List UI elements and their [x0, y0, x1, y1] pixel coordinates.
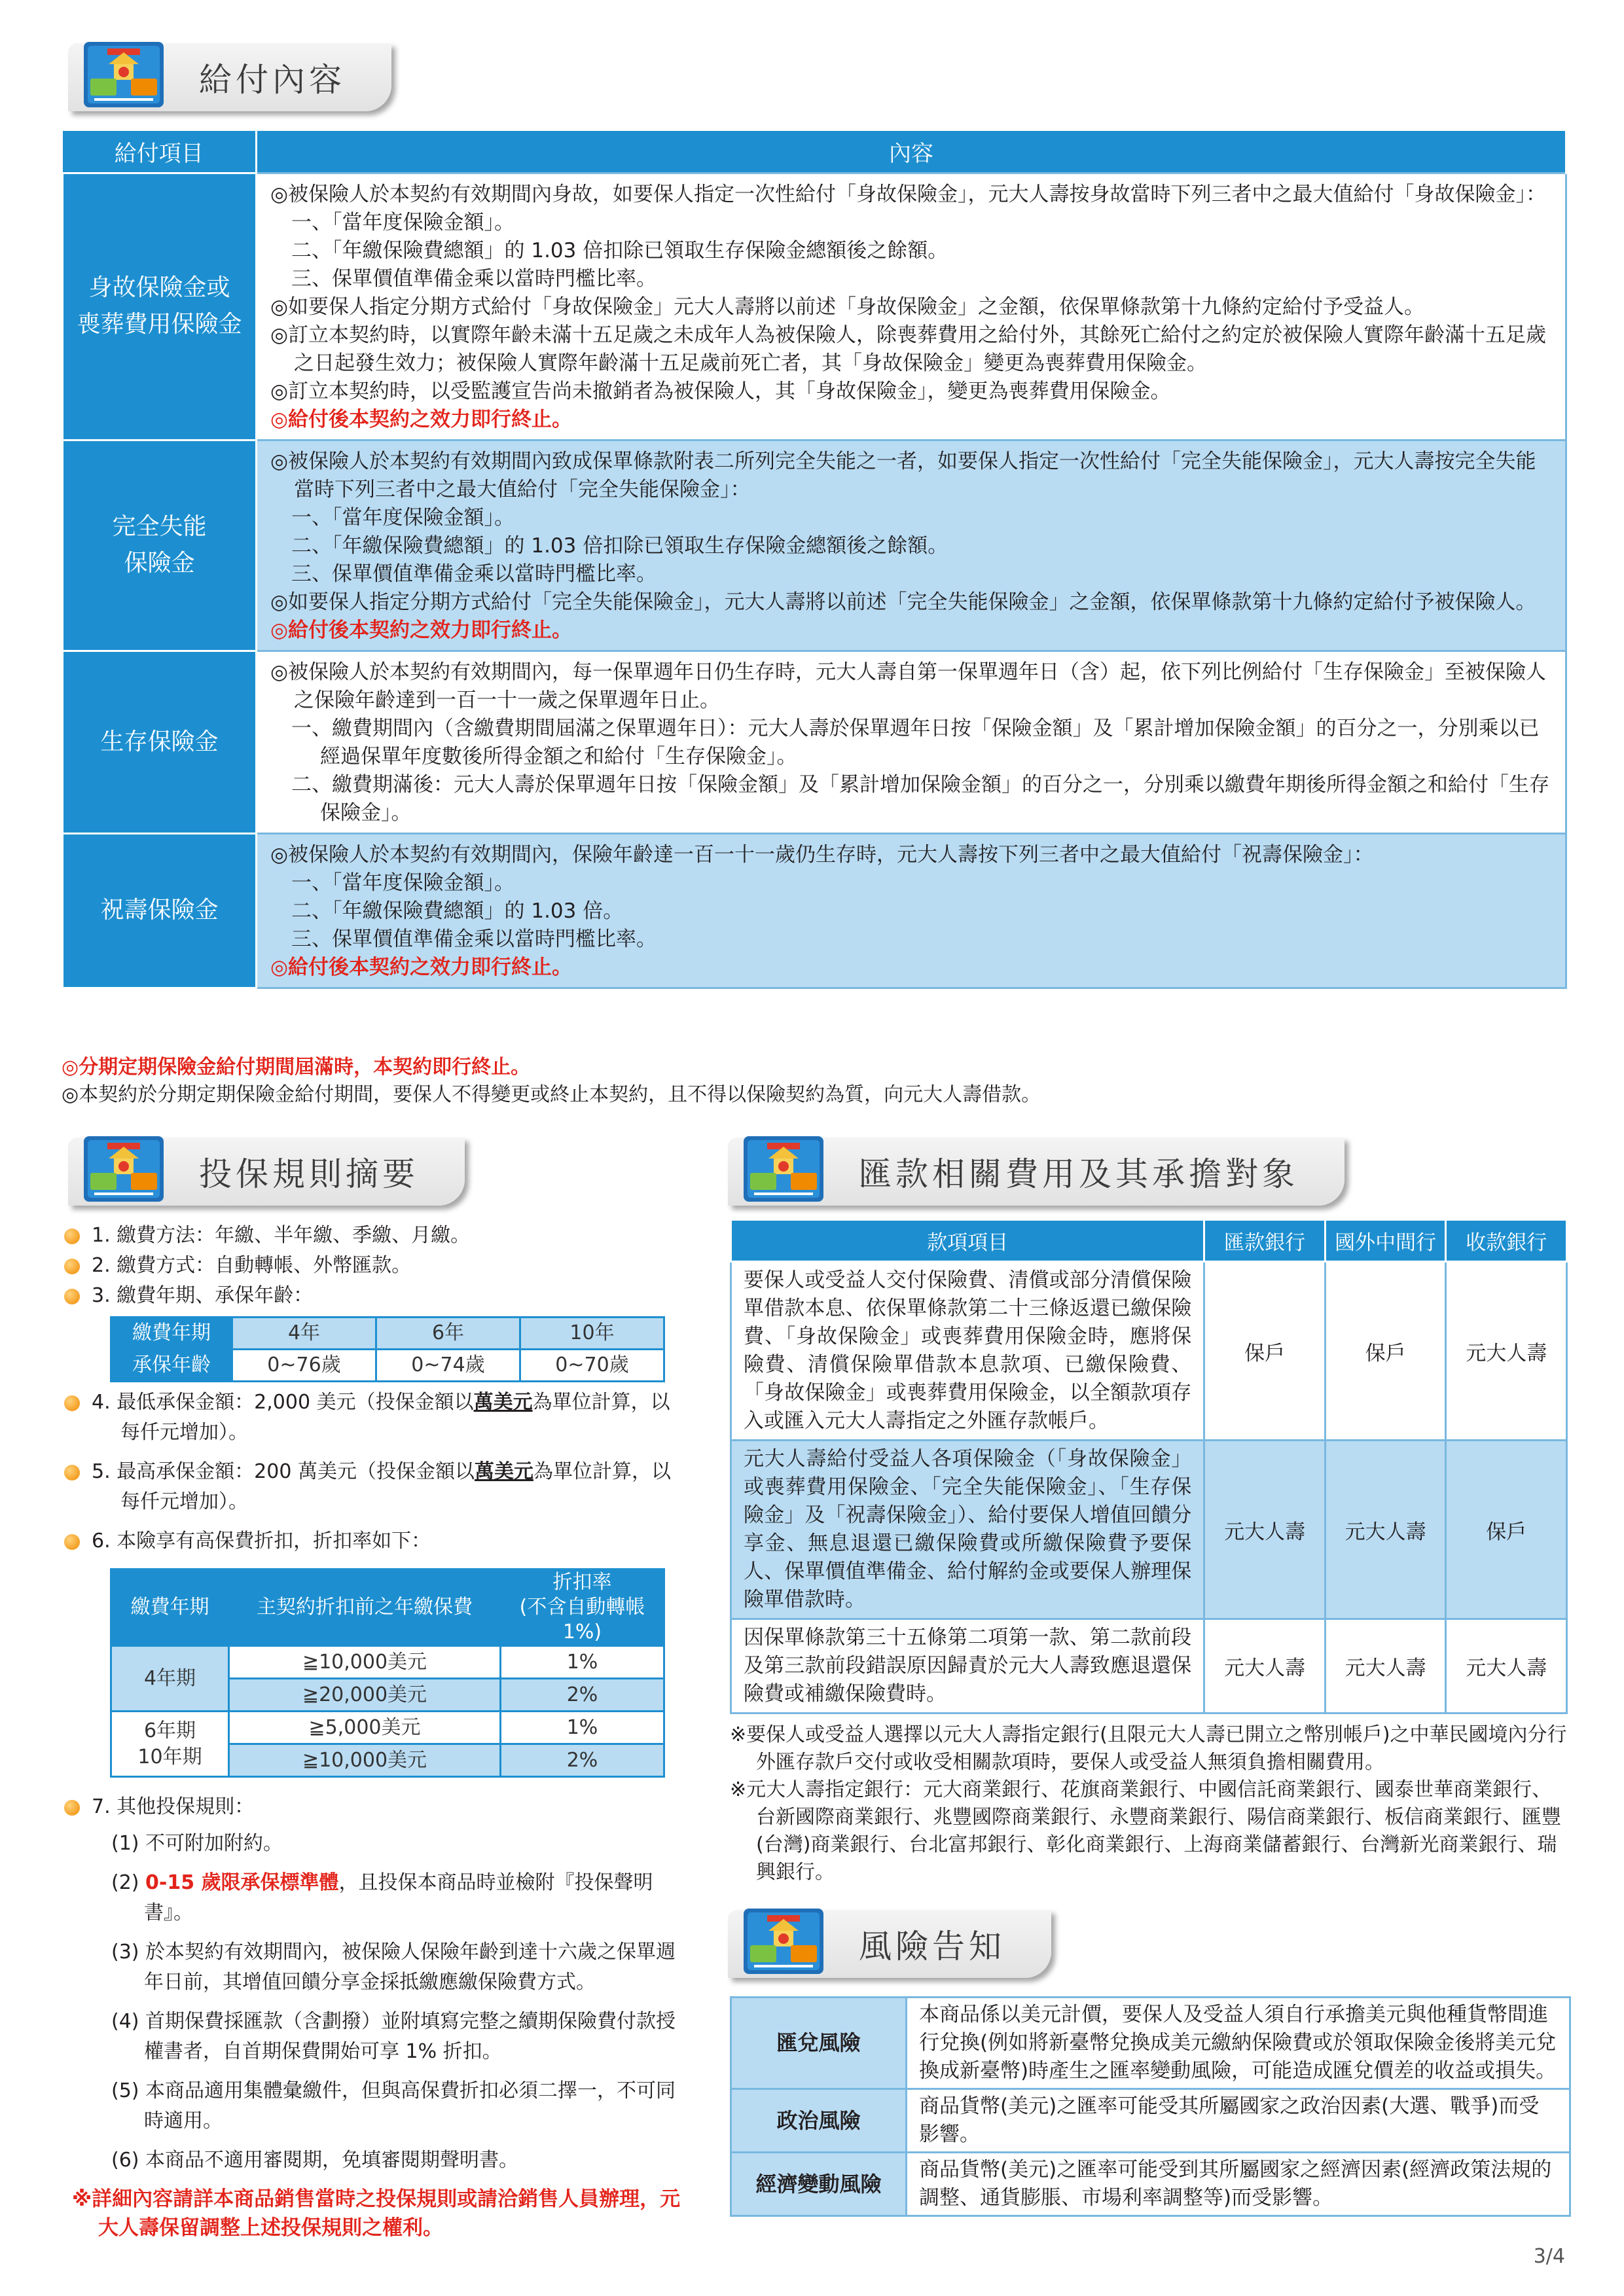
benefit-content-line: ◎給付後本契約之效力即行終止。	[270, 407, 573, 431]
age-table-term: 10年	[520, 1318, 664, 1350]
section-header-risk	[728, 1905, 1051, 1983]
risk-row	[731, 1998, 1570, 2089]
fee-bearer: 元大人壽	[1325, 1619, 1446, 1713]
benefit-content-line: 一、「當年度保險金額」。	[291, 870, 514, 895]
fee-bearer: 元大人壽	[1325, 1441, 1446, 1619]
age-table-term: 6年	[376, 1318, 520, 1350]
fee-header-receive-bank: 收款銀行	[1446, 1220, 1567, 1262]
fee-table	[730, 1219, 1568, 1714]
rule-payment-way: 2. 繳費方式：自動轉帳、外幣匯款。	[79, 1251, 687, 1281]
other-rule-6: (6) 本商品不適用審閱期，免填審閱期聲明書。	[111, 2149, 519, 2172]
age-table-head-term: 繳費年期	[111, 1318, 232, 1350]
discount-table	[110, 1568, 665, 1778]
section-header-rules	[68, 1132, 465, 1211]
risk-row	[731, 2153, 1570, 2216]
fee-bearer: 保戶	[1204, 1262, 1326, 1441]
benefit-content-line: ◎給付後本契約之效力即行終止。	[270, 618, 573, 642]
age-table-age: 0~76歲	[232, 1350, 376, 1382]
benefit-row	[63, 833, 1566, 988]
benefit-content-line: ◎被保險人於本契約有效期間內身故，如要保人指定一次性給付「身故保險金」，元大人壽按身故當時下列三者中之最大值給付「身故保險金」：	[270, 182, 1547, 206]
yuanta-logo-icon	[75, 1132, 173, 1211]
fee-bearer: 保戶	[1325, 1262, 1446, 1441]
section-header-benefits	[68, 38, 391, 117]
discount-rate: 1%	[501, 1646, 664, 1679]
risk-name: 匯兌風險	[731, 1998, 907, 2089]
fee-row	[731, 1619, 1567, 1713]
discount-rate: 2%	[501, 1679, 664, 1712]
discount-premium: ≧5,000美元	[229, 1712, 501, 1744]
risk-row	[731, 2089, 1570, 2153]
discount-premium: ≧20,000美元	[229, 1679, 501, 1712]
risk-desc: 商品貨幣(美元)之匯率可能受其所屬國家之政治因素(大選、戰爭)而受影響。	[907, 2089, 1570, 2153]
fee-note-1: ※要保人或受益人選擇以元大人壽指定銀行(且限元大人壽已開立之幣別帳戶)之中華民國境內分行外匯存款戶交付或收受相關款項時，要保人或受益人無須負擔相關費用。	[730, 1723, 1567, 1774]
yuanta-logo-icon	[75, 38, 173, 117]
risk-desc: 商品貨幣(美元)之匯率可能受到其所屬國家之經濟因素(經濟政策法規的調整、通貨膨脹、市場利率調整等)而受影響。	[907, 2153, 1570, 2216]
benefit-item-name: 生存保險金	[63, 651, 257, 833]
discount-group-6-10yr: 6年期 10年期	[111, 1712, 229, 1777]
discount-premium: ≧10,000美元	[229, 1646, 501, 1679]
section-title-risk: 風險告知	[728, 1910, 1051, 1978]
risk-table	[730, 1996, 1571, 2217]
other-rule-3: (3) 於本契約有效期間內，被保險人保險年齡到達十六歲之保單週年日前，其增值回饋分享金採抵繳應繳保險費方式。	[111, 1941, 676, 1994]
fee-item-desc: 要保人或受益人交付保險費、清償或部分清償保險單借款本息、依保單條款第二十三條返還已繳保險費、「身故保險金」或喪葬費用保險金時，應將保險費、清償保險單借款本息款項、已繳保險費、「身故保險金」或喪葬費用保險金，以全額款項存入或匯入元大人壽指定之外匯存款帳戶。	[731, 1262, 1204, 1441]
other-rule-4: (4) 首期保費採匯款（含劃撥）並附填寫完整之續期保險費付款授權書者，自首期保費開始可享 1% 折扣。	[111, 2010, 676, 2063]
benefit-note-loan: ◎本契約於分期定期保險金給付期間，要保人不得變更或終止本契約，且不得以保險契約為質，向元大人壽借款。	[62, 1083, 1041, 1106]
benefit-content-line: 三、保單價值準備金乘以當時門檻比率。	[291, 562, 657, 586]
benefit-content-line: ◎給付後本契約之效力即行終止。	[270, 955, 573, 979]
fee-bearer: 元大人壽	[1204, 1619, 1326, 1713]
benefit-row	[63, 173, 1566, 440]
discount-group-4yr: 4年期	[111, 1646, 229, 1712]
section-header-fees	[728, 1132, 1344, 1211]
benefit-table	[62, 131, 1567, 989]
yuanta-logo-icon	[734, 1132, 833, 1211]
benefit-item-name: 完全失能 保險金	[63, 440, 257, 651]
fee-item-desc: 元大人壽給付受益人各項保險金（「身故保險金」或喪葬費用保險金、「完全失能保險金」、「生存保險金」及「祝壽保險金」）、給付要保人增值回饋分享金、無息退還已繳保險費或所繳保險費予要保人、保單價值準備金、給付解約金或要保人辦理保險單借款時。	[731, 1441, 1204, 1619]
benefit-notes	[62, 1054, 1041, 1109]
section-title-benefits: 給付內容	[68, 43, 391, 111]
benefit-row	[63, 651, 1566, 833]
discount-premium: ≧10,000美元	[229, 1744, 501, 1777]
benefit-content-line: 二、「年繳保險費總額」的 1.03 倍扣除已領取生存保險金總額後之餘額。	[291, 238, 948, 262]
section-title-fees: 匯款相關費用及其承擔對象	[728, 1138, 1344, 1206]
rules-warning: ※詳細內容請詳本商品銷售當時之投保規則或請洽銷售人員辦理，元大人壽保留調整上述投保規則之權利。	[72, 2187, 681, 2240]
benefit-item-content	[257, 651, 1566, 833]
fee-bearer: 保戶	[1446, 1441, 1567, 1619]
benefit-content-line: ◎如要保人指定分期方式給付「完全失能保險金」，元大人壽將以前述「完全失能保險金」之金額，依保單條款第十九條約定給付予被保險人。	[270, 590, 1536, 614]
fee-bearer: 元大人壽	[1446, 1619, 1567, 1713]
rule-min-amount: 4. 最低承保金額：2,000 美元（投保金額以萬美元為單位計算，以每仟元增加）。	[79, 1388, 687, 1448]
benefit-content-line: ◎訂立本契約時，以實際年齡未滿十五足歲之未成年人為被保險人，除喪葬費用之給付外，其餘死亡給付之約定於被保險人實際年齡滿十五足歲之日起發生效力；被保險人實際年齡滿十五足歲前死亡者，其「身故保險金」變更為喪葬費用保險金。	[270, 323, 1547, 375]
benefit-content-line: ◎被保險人於本契約有效期間內，保險年齡達一百一十一歲仍生存時，元大人壽按下列三者中之最大值給付「祝壽保險金」：	[270, 842, 1374, 867]
age-table-head-age: 承保年齡	[111, 1350, 232, 1382]
rule-term-age: 3. 繳費年期、承保年齡：	[79, 1281, 687, 1311]
yuanta-logo-icon	[734, 1905, 833, 1983]
benefit-content-line: 二、繳費期滿後：元大人壽於保單週年日按「保險金額」及「累計增加保險金額」的百分之一，分別乘以繳費年期後所得金額之和給付「生存保險金」。	[291, 772, 1549, 825]
benefit-content-line: 一、繳費期間內（含繳費期間屆滿之保單週年日）：元大人壽於保單週年日按「保險金額」及「累計增加保險金額」的百分之一，分別乘以已經過保單年度數後所得金額之和給付「生存保險金」。	[291, 716, 1540, 768]
benefit-table-header-item: 給付項目	[63, 131, 257, 173]
page-number: 3/4	[1533, 2245, 1565, 2268]
other-rule-2: (2) 0-15 歲限承保標準體，且投保本商品時並檢附『投保聲明書』。	[111, 1871, 653, 1924]
fee-header-remit-bank: 匯款銀行	[1204, 1220, 1326, 1262]
discount-rate: 2%	[501, 1744, 664, 1777]
benefit-content-line: ◎被保險人於本契約有效期間內，每一保單週年日仍生存時，元大人壽自第一保單週年日（含）起，依下列比例給付「生存保險金」至被保險人之保險年齡達到一百一十一歲之保單週年日止。	[270, 660, 1547, 712]
risk-name: 政治風險	[731, 2089, 907, 2153]
age-table	[110, 1316, 665, 1382]
benefit-item-content	[257, 440, 1566, 651]
fee-header-intermediary: 國外中間行	[1325, 1220, 1446, 1262]
age-table-age: 0~74歲	[376, 1350, 520, 1382]
rule-payment-method: 1. 繳費方法：年繳、半年繳、季繳、月繳。	[79, 1221, 687, 1251]
fee-bearer: 元大人壽	[1204, 1441, 1326, 1619]
benefit-content-line: ◎訂立本契約時，以受監護宣告尚未撤銷者為被保險人，其「身故保險金」，變更為喪葬費用保險金。	[270, 379, 1171, 403]
benefit-content-line: 一、「當年度保險金額」。	[291, 210, 514, 234]
risk-name: 經濟變動風險	[731, 2153, 907, 2216]
rules-list	[72, 1221, 687, 2242]
benefit-item-content	[257, 833, 1566, 988]
fee-row	[731, 1441, 1567, 1619]
benefit-content-line: 一、「當年度保險金額」。	[291, 505, 514, 529]
other-rule-1: (1) 不可附加附約。	[111, 1832, 283, 1855]
other-rule-5: (5) 本商品適用集體彙繳件，但與高保費折扣必須二擇一，不可同時適用。	[111, 2079, 676, 2132]
discount-head-premium: 主契約折扣前之年繳保費	[229, 1570, 501, 1646]
benefit-note-terminate: ◎分期定期保險金給付期間屆滿時，本契約即行終止。	[62, 1056, 531, 1079]
benefit-row	[63, 440, 1566, 651]
benefit-content-line: 三、保單價值準備金乘以當時門檻比率。	[291, 266, 657, 291]
fee-note-2: ※元大人壽指定銀行：元大商業銀行、花旗商業銀行、中國信託商業銀行、國泰世華商業銀行、台新國際商業銀行、兆豐國際商業銀行、永豐商業銀行、陽信商業銀行、板信商業銀行、匯豐(台灣)商業銀行、台北富邦銀行、彰化商業銀行、上海商業儲蓄銀行、台灣新光商業銀行、瑞興銀行。	[730, 1778, 1561, 1884]
rule-other: 7. 其他投保規則：	[79, 1792, 687, 1822]
rule-discount: 6. 本險享有高保費折扣，折扣率如下：	[79, 1526, 687, 1556]
section-title-rules: 投保規則摘要	[68, 1138, 465, 1206]
benefit-item-content	[257, 173, 1566, 440]
benefit-item-name: 祝壽保險金	[63, 833, 257, 988]
rule-max-amount: 5. 最高承保金額：200 萬美元（投保金額以萬美元為單位計算，以每仟元增加）。	[79, 1457, 687, 1517]
discount-head-term: 繳費年期	[111, 1570, 229, 1646]
other-rules	[79, 1829, 687, 2176]
benefit-table-header-content: 內容	[257, 131, 1566, 173]
risk-desc: 本商品係以美元計價，要保人及受益人須自行承擔美元與他種貨幣間進行兌換(例如將新臺幣兌換成美元繳納保險費或於領取保險金後將美元兌換成新臺幣)時產生之匯率變動風險，可能造成匯兌價差的收益或損失。	[907, 1998, 1570, 2089]
discount-rate: 1%	[501, 1712, 664, 1744]
benefit-content-line: ◎如要保人指定分期方式給付「身故保險金」元大人壽將以前述「身故保險金」之金額，依保單條款第十九條約定給付予受益人。	[270, 295, 1425, 319]
benefit-content-line: 二、「年繳保險費總額」的 1.03 倍。	[291, 899, 624, 923]
fee-notes	[730, 1721, 1571, 1886]
fee-header-item: 款項項目	[731, 1220, 1204, 1262]
fee-bearer: 元大人壽	[1446, 1262, 1567, 1441]
benefit-item-name: 身故保險金或 喪葬費用保險金	[63, 173, 257, 440]
benefit-content-line: 二、「年繳保險費總額」的 1.03 倍扣除已領取生存保險金總額後之餘額。	[291, 533, 948, 558]
age-table-age: 0~70歲	[520, 1350, 664, 1382]
fee-row	[731, 1262, 1567, 1441]
discount-head-rate: 折扣率 (不含自動轉帳1%)	[501, 1570, 664, 1646]
benefit-content-line: 三、保單價值準備金乘以當時門檻比率。	[291, 927, 657, 951]
benefit-content-line: ◎被保險人於本契約有效期間內致成保單條款附表二所列完全失能之一者，如要保人指定一次性給付「完全失能保險金」，元大人壽按完全失能當時下列三者中之最大值給付「完全失能保險金」：	[270, 449, 1536, 501]
age-table-term: 4年	[232, 1318, 376, 1350]
fee-item-desc: 因保單條款第三十五條第二項第一款、第二款前段及第三款前段錯誤原因歸責於元大人壽致應退還保險費或補繳保險費時。	[731, 1619, 1204, 1713]
